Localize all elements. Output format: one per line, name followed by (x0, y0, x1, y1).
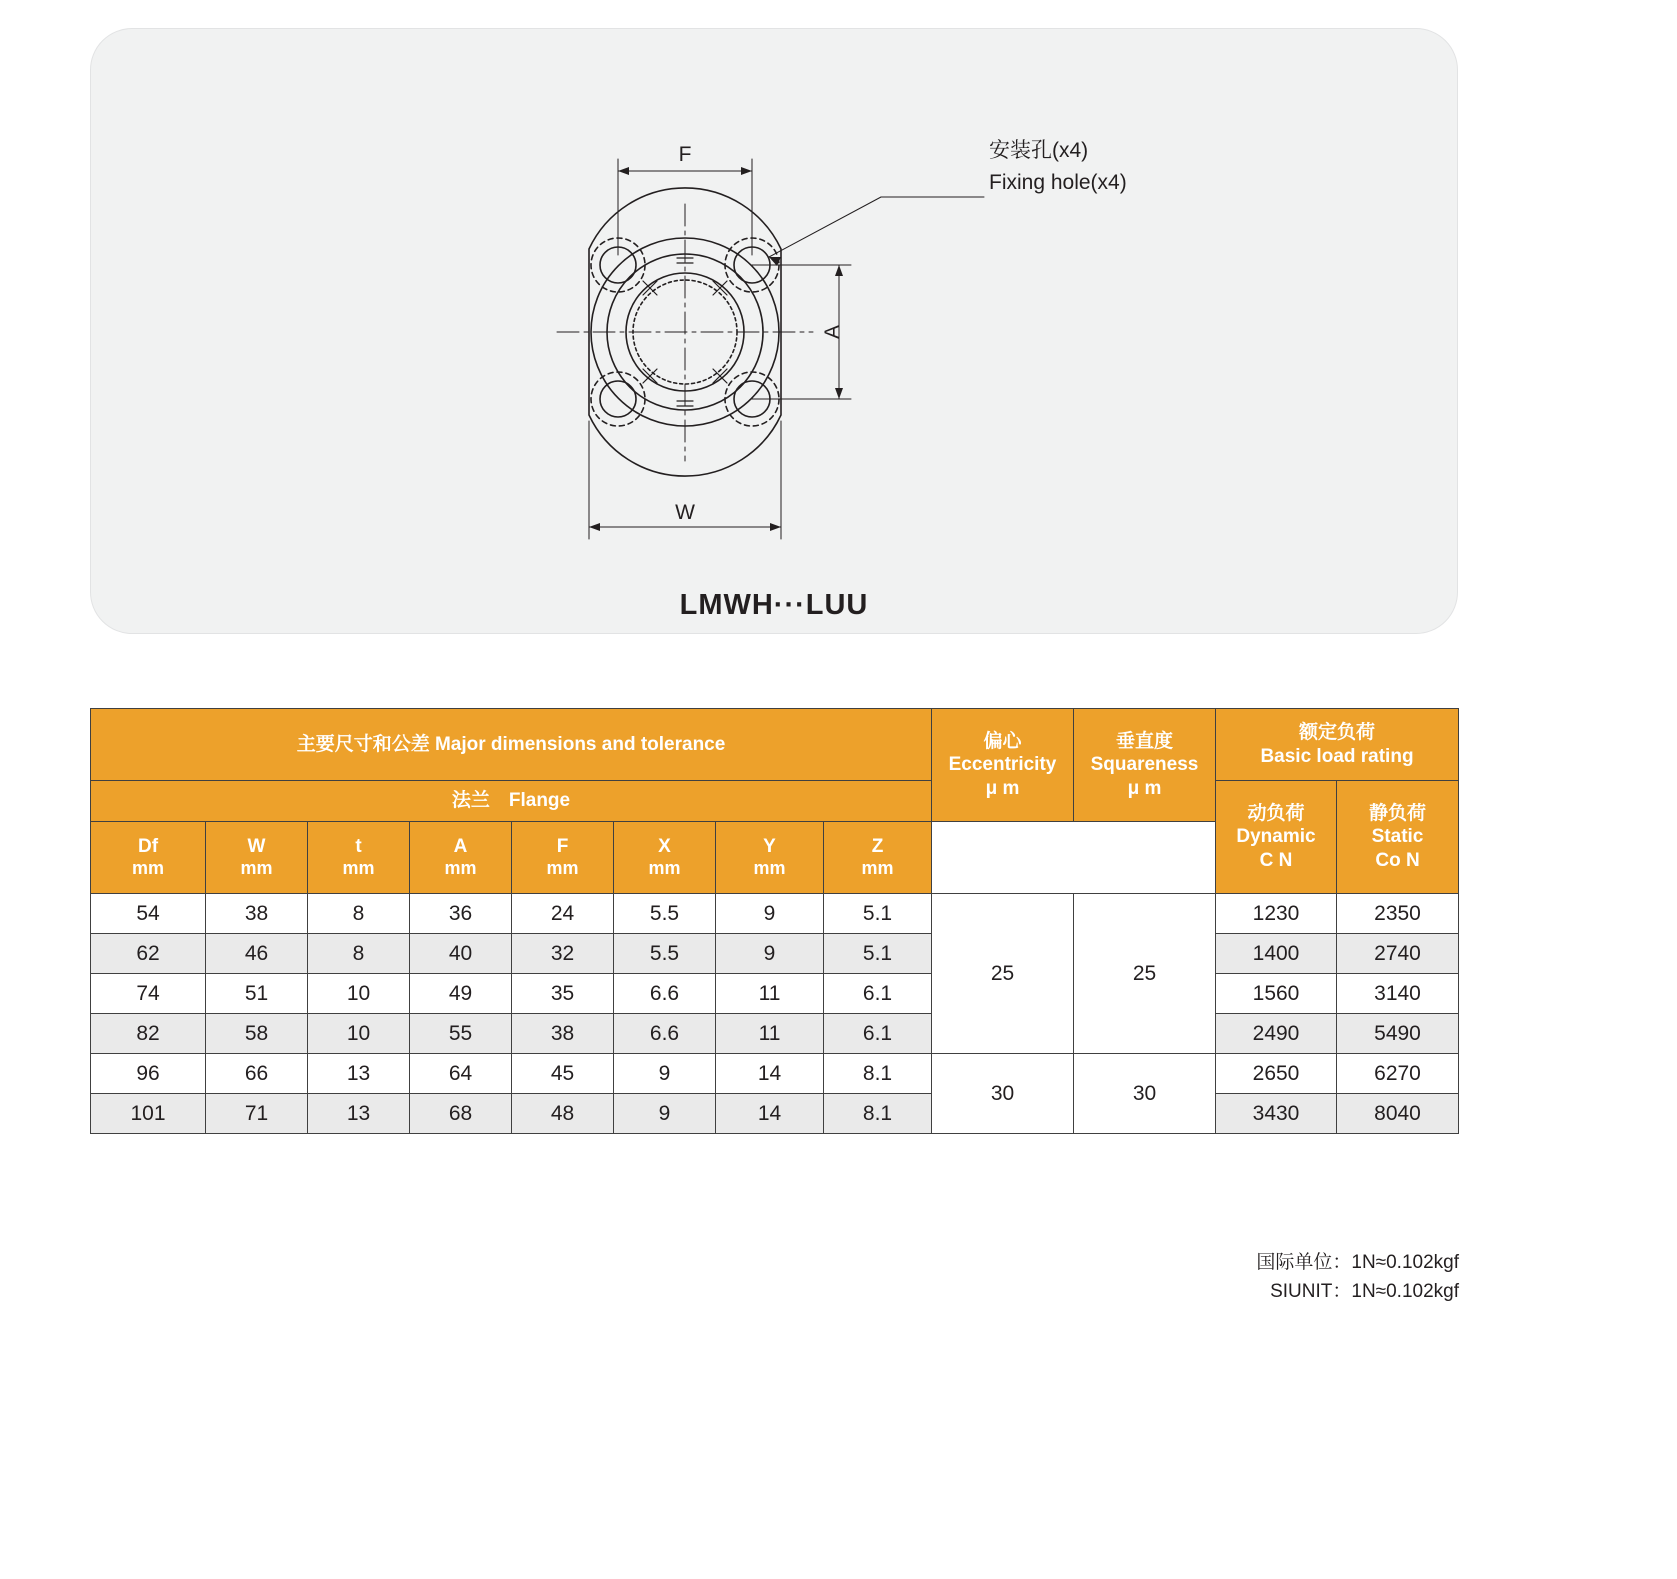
col-unit-df: mm (131, 858, 164, 879)
cell-static: 3140 (1337, 974, 1459, 1014)
cell-z: 5.1 (824, 894, 932, 934)
cell-static: 6270 (1337, 1054, 1459, 1094)
cell-w: 58 (206, 1014, 308, 1054)
table-row (91, 934, 1459, 974)
col-label-df: Df (137, 835, 159, 857)
col-unit-y: mm (753, 858, 786, 879)
header-eccentricity-cn: 偏心 (983, 731, 1022, 753)
header-flange: 法兰 Flange (91, 781, 932, 822)
flange-bearing-drawing (91, 29, 1459, 635)
cell-squareness-group-2: 30 (1074, 1054, 1216, 1134)
drawing-panel (90, 28, 1458, 634)
fixing-hole-callout-en: Fixing hole(x4) (989, 171, 1127, 194)
unit-conversion-note (1256, 1248, 1459, 1307)
col-label-y: Y (763, 835, 776, 857)
col-header-t (308, 822, 410, 894)
col-label-z: Z (871, 835, 884, 857)
cell-eccentricity-group-2: 30 (932, 1054, 1074, 1134)
cell-a: 36 (410, 894, 512, 934)
cell-static: 2740 (1337, 934, 1459, 974)
table-header-group-row (91, 709, 1459, 781)
cell-t: 10 (308, 1014, 410, 1054)
unit-note-en: SIUNIT：1N≈0.102kgf (1270, 1281, 1459, 1303)
specification-table (90, 708, 1459, 1134)
header-load-cn: 额定负荷 (1299, 722, 1376, 744)
col-label-t: t (355, 835, 362, 857)
cell-dynamic: 1560 (1216, 974, 1337, 1014)
header-static (1337, 781, 1459, 894)
header-dynamic (1216, 781, 1337, 894)
header-dynamic-unit: C N (1259, 849, 1293, 871)
cell-y: 11 (716, 1014, 824, 1054)
cell-f: 24 (512, 894, 614, 934)
cell-z: 6.1 (824, 1014, 932, 1054)
cell-w: 66 (206, 1054, 308, 1094)
cell-y: 14 (716, 1094, 824, 1134)
col-unit-a: mm (444, 858, 477, 879)
cell-f: 35 (512, 974, 614, 1014)
cell-dynamic: 2490 (1216, 1014, 1337, 1054)
cell-static: 8040 (1337, 1094, 1459, 1134)
cell-dynamic: 1400 (1216, 934, 1337, 974)
col-header-f (512, 822, 614, 894)
col-header-x (614, 822, 716, 894)
header-static-cn: 静负荷 (1369, 803, 1427, 825)
cell-df: 74 (91, 974, 206, 1014)
cell-f: 38 (512, 1014, 614, 1054)
cell-y: 9 (716, 934, 824, 974)
cell-dynamic: 3430 (1216, 1094, 1337, 1134)
fixing-hole-leader (769, 197, 984, 266)
dimension-label-F: F (678, 143, 692, 166)
col-label-a: A (453, 835, 468, 857)
cell-df: 54 (91, 894, 206, 934)
cell-x: 9 (614, 1054, 716, 1094)
cell-df: 82 (91, 1014, 206, 1054)
table-body (91, 894, 1459, 1134)
cell-dynamic: 2650 (1216, 1054, 1337, 1094)
cell-x: 5.5 (614, 894, 716, 934)
part-title: LMWH···LUU (679, 589, 869, 621)
cell-eccentricity-group-1: 25 (932, 894, 1074, 1054)
dimension-label-A: A (821, 324, 844, 340)
cell-dynamic: 1230 (1216, 894, 1337, 934)
cell-f: 32 (512, 934, 614, 974)
col-unit-t: mm (342, 858, 375, 879)
drawing-stage (91, 29, 1457, 633)
fixing-hole-callout-cn: 安装孔(x4) (989, 139, 1089, 162)
dimension-label-W: W (675, 501, 695, 524)
cell-z: 8.1 (824, 1094, 932, 1134)
header-basic-load-rating (1216, 709, 1459, 781)
col-unit-x: mm (648, 858, 681, 879)
cell-t: 13 (308, 1094, 410, 1134)
header-static-unit: Co N (1375, 849, 1420, 871)
table-row (91, 1014, 1459, 1054)
center-lines (557, 204, 813, 461)
cell-y: 9 (716, 894, 824, 934)
cell-df: 101 (91, 1094, 206, 1134)
header-static-en: Static (1371, 826, 1424, 848)
header-eccentricity-unit: μ m (985, 777, 1020, 799)
cell-f: 48 (512, 1094, 614, 1134)
table-row (91, 1054, 1459, 1094)
header-load-en: Basic load rating (1260, 745, 1414, 767)
table-row (91, 1094, 1459, 1134)
cell-t: 8 (308, 894, 410, 934)
table-header-flange-row (91, 781, 1459, 822)
unit-note-cn: 国际单位：1N≈0.102kgf (1256, 1252, 1459, 1273)
cell-z: 5.1 (824, 934, 932, 974)
col-header-y (716, 822, 824, 894)
cell-a: 49 (410, 974, 512, 1014)
col-label-w: W (247, 835, 266, 857)
cell-x: 6.6 (614, 1014, 716, 1054)
cell-w: 46 (206, 934, 308, 974)
cell-f: 45 (512, 1054, 614, 1094)
cell-w: 38 (206, 894, 308, 934)
col-label-f: F (556, 835, 569, 857)
header-dynamic-en: Dynamic (1236, 826, 1316, 848)
header-squareness-cn: 垂直度 (1115, 731, 1173, 753)
table-row (91, 894, 1459, 934)
cell-w: 51 (206, 974, 308, 1014)
cell-z: 6.1 (824, 974, 932, 1014)
header-dynamic-cn: 动负荷 (1247, 803, 1305, 825)
header-eccentricity-en: Eccentricity (948, 754, 1057, 776)
cell-a: 68 (410, 1094, 512, 1134)
cell-df: 62 (91, 934, 206, 974)
col-header-w (206, 822, 308, 894)
col-unit-z: mm (861, 858, 894, 879)
header-squareness (1074, 709, 1216, 822)
cell-a: 40 (410, 934, 512, 974)
header-major-dimensions: 主要尺寸和公差 Major dimensions and tolerance (91, 709, 932, 781)
table-row (91, 974, 1459, 1014)
cell-x: 6.6 (614, 974, 716, 1014)
header-squareness-unit: μ m (1127, 777, 1162, 799)
cell-static: 5490 (1337, 1014, 1459, 1054)
col-unit-f: mm (546, 858, 579, 879)
col-header-a (410, 822, 512, 894)
col-unit-w: mm (240, 858, 273, 879)
cell-t: 10 (308, 974, 410, 1014)
cell-t: 8 (308, 934, 410, 974)
cell-y: 14 (716, 1054, 824, 1094)
header-squareness-en: Squareness (1090, 754, 1199, 776)
cell-x: 5.5 (614, 934, 716, 974)
col-label-x: X (658, 835, 671, 857)
cell-w: 71 (206, 1094, 308, 1134)
cell-x: 9 (614, 1094, 716, 1134)
cell-t: 13 (308, 1054, 410, 1094)
cell-z: 8.1 (824, 1054, 932, 1094)
header-eccentricity (932, 709, 1074, 822)
col-header-z (824, 822, 932, 894)
cell-static: 2350 (1337, 894, 1459, 934)
cell-y: 11 (716, 974, 824, 1014)
cell-df: 96 (91, 1054, 206, 1094)
cell-a: 64 (410, 1054, 512, 1094)
cell-a: 55 (410, 1014, 512, 1054)
cell-squareness-group-1: 25 (1074, 894, 1216, 1054)
col-header-df (91, 822, 206, 894)
